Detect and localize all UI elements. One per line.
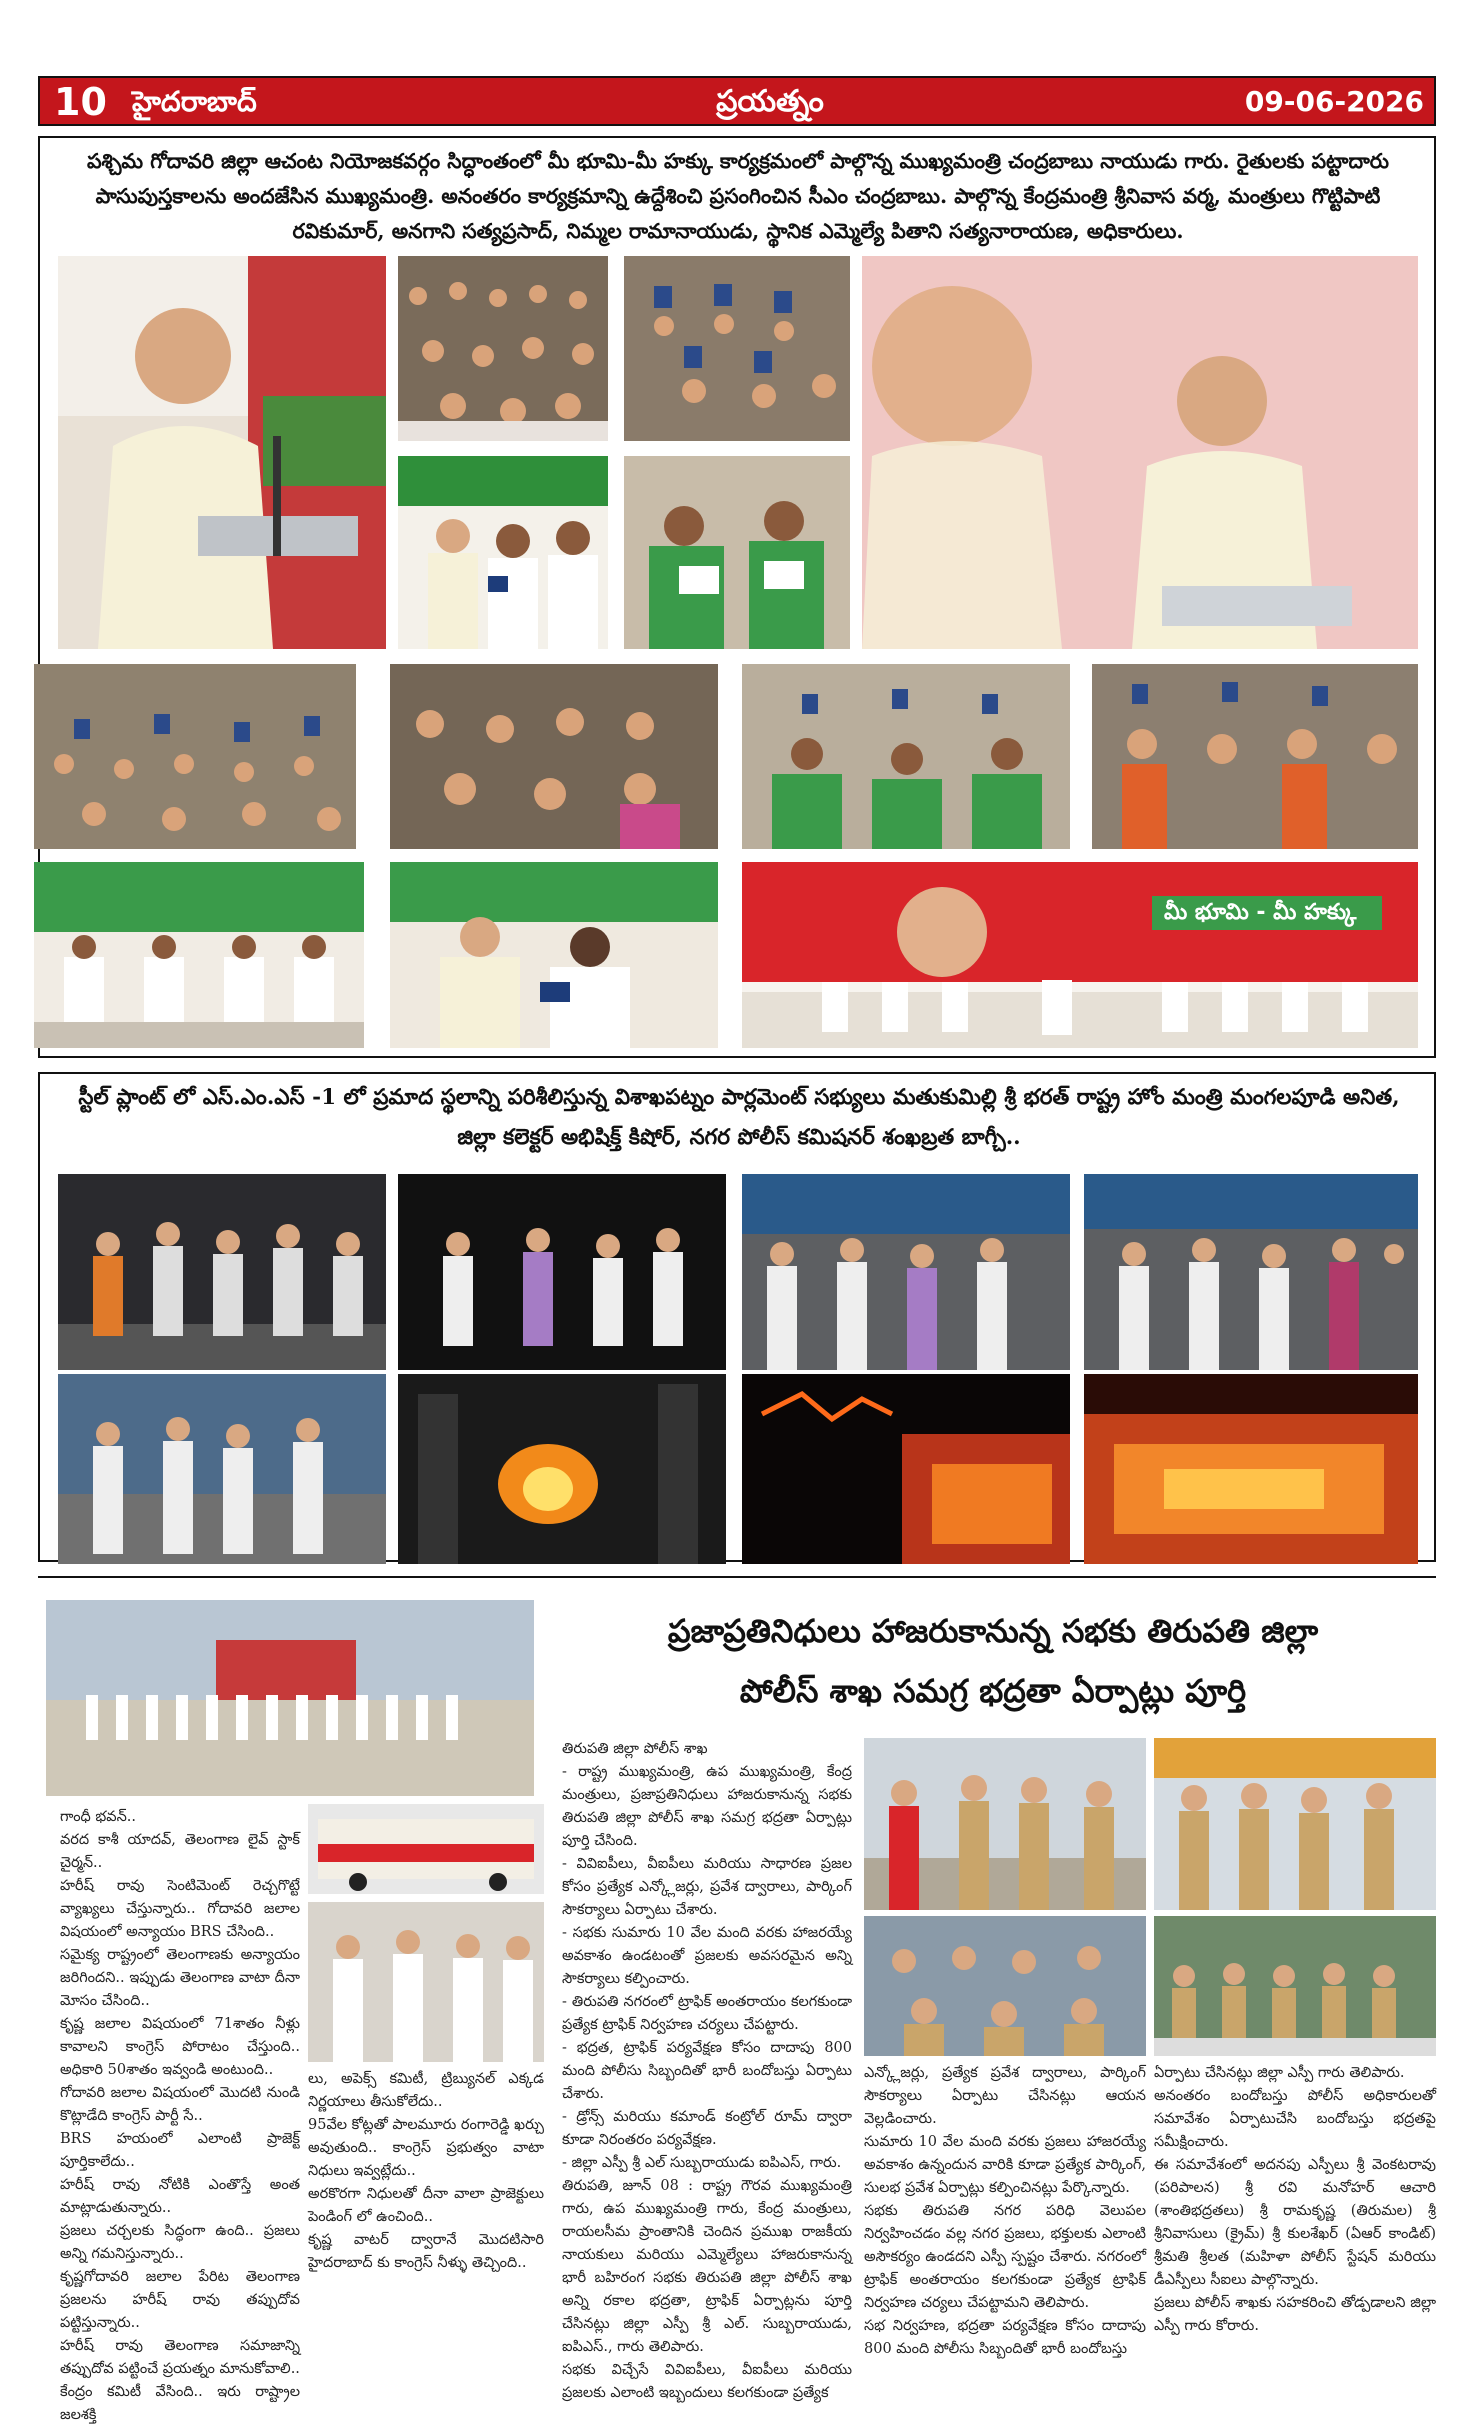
lc-p: గాంధీ భవన్.. [60,1809,136,1825]
photo-cm-speaking [58,256,386,649]
photo-inspection-night [398,1174,726,1370]
story2-panel [38,1072,1436,1562]
photo-fire-embers [1084,1374,1418,1564]
photo-cm-podium [862,256,1418,649]
c4-p: సభ నిర్వహణ, భద్రతా పర్యవేక్షణ కోసం దాదాపు 800 మంది పోలీసు సిబ్బందితో భారీ బందోబస్తు [864,2318,1146,2357]
mc-p: కృష్ణ వాటర్ ద్వారానే మొదటిసారి హైదరాబాద్ కు కాంగ్రెస్ నీళ్ళు తెచ్చింది.. [308,2232,544,2271]
c5-p: ఏర్పాటు చేసినట్లు జిల్లా ఎస్పీ గారు తెలిపారు. [1154,2065,1405,2081]
lc-p: గోదావరి జలాల విషయంలో మొదటి నుండి కొట్లాడేది కాంగ్రెస్ పార్టీ సే.. [60,2085,300,2124]
photo-crowd-1 [398,256,608,441]
story3-col4 [864,2062,1146,2361]
lc-p: హరీష్ రావు సెంటిమెంట్ రెచ్చగొట్టే వ్యాఖ్యలు చేస్తున్నారు.. గోదావరి జలాల విషయంలో అన్యాయం BRS చేసింది.. [60,1878,300,1940]
photo-stage-dignitaries [34,862,364,1048]
lc-p: వరద కాశీ యాదవ్, తెలంగాణ లైవ్ స్టాక్ చైర్మన్.. [60,1832,300,1871]
c3-p: - భద్రత, ట్రాఫిక్ పర్యవేక్షణ కోసం దాదాపు 800 మంది పోలీసు సిబ్బందితో భారీ బందోబస్తు ఏర్పాటు చేశారు. [562,2040,852,2102]
photo-fire-furnace [398,1374,726,1564]
story3-col3 [562,1738,852,2405]
photo-crowd-4 [390,664,718,849]
photo-inspection-4 [58,1374,386,1564]
mc-p: లు, అపెక్స్ కమిటీ, ట్రిబ్యునల్ ఎక్కడ నిర్ణయాలు తీసుకోలేదు.. [308,2071,544,2110]
photo-inspection-2 [742,1174,1070,1370]
story2-caption: స్టీల్ ప్లాంట్ లో ఎస్.ఎం.ఎస్ -1 లో ప్రమాద స్థలాన్ని పరిశీలిస్తున్న విశాఖపట్నం పార్లమెంట్ సభ్యులు మతుకుమిల్లి శ్రీ భరత్ రాష్ట్ర హోం మంత్రి మంగలపూడి అనిత, జిల్లా కలెక్టర్ అభిషిక్త్ కిషోర్, నగర పోలీస్ కమిషనర్ శంఖబ్రత బాగ్చీ.. [78,1085,1400,1150]
c4-p: సుమారు 10 వేల మంది వరకు ప్రజలు హాజరయ్యే అవకాశం ఉన్నందున వారికి కూడా ప్రత్యేక పార్కింగ్, సులభ ప్రవేశ ఏర్పాట్లు కల్పించినట్లు పేర్కొన్నారు. [864,2134,1146,2196]
photo-stage-wide [742,862,1418,1048]
c5-p: అనంతరం బందోబస్తు పోలీస్ అధికారులతో సమావేశం ఏర్పాటుచేసి బందోబస్తు భద్రతపై సమీక్షించారు. [1154,2088,1436,2150]
photo-handover-passbook [398,456,608,649]
mc-p: అరకొరగా నిధులతో దీనా వాలా ప్రాజెక్టులు పెండింగ్ లో ఉంచింది.. [308,2186,544,2225]
c3-p: తిరుపతి జిల్లా పోలీస్ శాఖ [562,1741,708,1757]
photo-police-4 [1154,1916,1436,2056]
section-name: హైదరాబాద్ [132,85,257,118]
photo-fire-night [742,1374,1070,1564]
c3-p: - రాష్ట్ర ముఖ్యమంత్రి, ఉప ముఖ్యమంత్రి, కేంద్ర మంత్రులు, ప్రజాప్రతినిధులు హాజరుకానున్న సభకు తిరుపతి జిల్లా పోలీస్ శాఖ సమగ్ర భద్రతా ఏర్పాట్లు పూర్తి చేసింది. [562,1764,852,1849]
lc-p: కృష్ణగోదావరి జలాల పేరిట తెలంగాణ ప్రజలను హరీష్ రావు తప్పుదోవ పట్టిస్తున్నారు.. [60,2269,300,2331]
lc-p: హరీష్ రావు నోటికి ఎంతొస్తే అంత మాట్లాడుతున్నారు.. [60,2177,300,2216]
story3-headline-line1: ప్రజాప్రతినిధులు హాజరుకానున్న సభకు తిరుపతి జిల్లా [667,1612,1319,1650]
lc-p: కృష్ణ జలాల విషయంలో 71శాతం నీళ్లు కావాలని కాంగ్రెస్ పోరాటం చేస్తుంది.. అధికారి 50శాతం ఇవ్వండి అంటుంది.. [60,2016,300,2078]
mc-p: 95వేల కోట్లతో పాలమూరు రంగారెడ్డి ఖర్చు అవుతుంది.. కాంగ్రెస్ ప్రభుత్వం వాటా నిధులు ఇవ్వట్లేదు.. [308,2117,544,2179]
lc-p: BRS హయంలో ఎలాంటి ప్రాజెక్ట్ పూర్తికాలేదు.. [60,2131,300,2170]
photo-police-3 [864,1916,1146,2056]
story3-col5 [1154,2062,1436,2338]
photo-inspection-1 [58,1174,386,1370]
photo-inspection-3 [1084,1174,1418,1370]
c3-p: - సభకు సుమారు 10 వేల మంది వరకు హాజరయ్యే అవకాశం ఉండటంతో ప్రజలకు అవసరమైన అన్ని సౌకర్యాలు కల్పించారు. [562,1925,852,1987]
story3-headline-line2: పోలీస్ శాఖ సమగ్ర భద్రతా ఏర్పాట్లు పూర్తి [739,1672,1247,1710]
lc-p: సమైక్య రాష్ట్రంలో తెలంగాణకు అన్యాయం జరిగిందని.. ఇప్పుడు తెలంగాణ వాటా దీనా మోసం చేసింది.. [60,1947,300,2009]
c3-p: సభకు విచ్చేసే వివిఐపీలు, వీఐపీలు మరియు ప్రజలకు ఎలాంటి ఇబ్బందులు కలగకుండా ప్రత్యేక [562,2362,852,2401]
lc-p: హరీష్ రావు తెలంగాణ సమాజాన్ని తప్పుదోవ పట్టించే ప్రయత్నం మానుకోవాలి.. [60,2338,300,2377]
c4-p: ఎన్క్లోజర్లు, ప్రత్యేక ప్రవేశ ద్వారాలు, పార్కింగ్ సౌకర్యాలు ఏర్పాటు చేసినట్లు ఆయన వెల్లడించారు. [864,2065,1146,2127]
story3-section [38,1576,1436,2423]
c5-p: ఈ సమావేశంలో అదనపు ఎస్పీలు శ్రీ వెంకటరావు (పరిపాలన) శ్రీ రవి మనోహర్ ఆచారి (శాంతిభద్రతలు) శ్రీ రామకృష్ణ (తిరుమల) శ్రీ శ్రీనివాసులు (క్రైమ్) శ్రీ కులశేఖర్ (ఏఆర్ కాండిట్) శ్రీమతి శ్రీలత (మహిళా పోలీస్ స్టేషన్ మరియు డీఎస్పీలు సీఐలు పాల్గొన్నారు. [1154,2157,1436,2288]
photo-police-2 [1154,1738,1436,1910]
c5-p: ప్రజలు పోలీస్ శాఖకు సహకరించి తోడ్పడాలని జిల్లా ఎస్పీ గారు కోరారు. [1154,2295,1436,2334]
c3-p: - వివిఐపీలు, వీఐపీలు మరియు సాధారణ ప్రజల కోసం ప్రత్యేక ఎన్క్లోజర్లు, ప్రవేశ ద్వారాలు, పార్కింగ్ సౌకర్యాలు ఏర్పాటు చేశారు. [562,1856,852,1918]
photo-cm-with-farmer [390,862,718,1048]
masthead: ప్రయత్నం [716,84,824,119]
c3-p: తిరుపతి, జూన్ 08 : రాష్ట్ర గౌరవ ముఖ్యమంత్రి గారు, ఉప ముఖ్యమంత్రి గారు, కేంద్ర మంత్రులు, రాయలసీమ ప్రాంతానికి చెందిన ప్రముఖ రాజకీయ నాయకులు మరియు ఎమ్మెల్యేలు హాజరుకానున్న భారీ బహిరంగ సభకు తిరుపతి జిల్లా పోలీస్ శాఖ అన్ని రకాల భద్రతా, ట్రాఫిక్ ఏర్పాట్లను పూర్తి చేసినట్లు జిల్లా ఎస్పీ శ్రీ ఎల్. సుబ్బరాయుడు, ఐపిఎస్., గారు తెలిపారు. [562,2178,852,2355]
c3-p: - డ్రోన్స్ మరియు కమాండ్ కంట్రోల్ రూమ్ ద్వారా కూడా నిరంతరం పర్యవేక్షణ. [562,2109,852,2148]
c4-p: సభకు తిరుపతి నగర పరిధి వెలుపల నిర్వహించడం వల్ల నగర ప్రజలు, భక్తులకు ఎలాంటి అసౌకర్యం ఉండదని ఎస్పీ స్పష్టం చేశారు. నగరంలో ట్రాఫిక్ అంతరాయం కలగకుండా ప్రత్యేక ట్రాఫిక్ నిర్వహణ చర్యలు చేపట్టామని తెలిపారు. [864,2203,1146,2311]
photo-officials-group [46,1600,534,1796]
photo-police-1 [864,1738,1146,1910]
issue-date: 09-06-2026 [1244,85,1424,118]
page-number: 10 [54,80,107,124]
photo-farmers-passbooks [624,456,850,649]
c3-p: - జిల్లా ఎస్పీ శ్రీ ఎల్ సుబ్బరాయుడు ఐపిఎస్, గారు. [562,2155,842,2171]
story3-mid-col [308,2068,544,2275]
story3-left-col [60,1806,300,2427]
story1-caption: పశ్చిమ గోదావరి జిల్లా ఆచంట నియోజకవర్గం సిద్ధాంతంలో మీ భూమి-మీ హక్కు కార్యక్రమంలో పాల్గొన్న ముఖ్యమంత్రి చంద్రబాబు నాయుడు గారు. రైతులకు పట్టాదారు పాసుపుస్తకాలను అందజేసిన ముఖ్యమంత్రి. అనంతరం కార్యక్రమాన్ని ఉద్దేశించి ప్రసంగించిన సీఎం చంద్రబాబు. పాల్గొన్న కేంద్రమంత్రి శ్రీనివాస వర్మ, మంత్రులు గొట్టిపాటి రవికుమార్, అనగాని సత్యప్రసాద్, నిమ్మల రామానాయుడు, స్థానిక ఎమ్మెల్యే పితాని సత్యనారాయణ, అధికారులు. [86,149,1390,243]
photo-crowd-2 [624,256,850,441]
photo-bus [308,1804,544,1894]
photo-crowd-women [1092,664,1418,849]
photo-farmers-holding-passbooks [742,664,1070,849]
lc-p: ప్రజలు చర్చలకు సిద్ధంగా ఉంది.. ప్రజలు అన్ని గమనిస్తున్నారు.. [60,2223,300,2262]
story1-panel [38,136,1436,1058]
photo-crowd-3 [34,664,356,849]
c3-p: - తిరుపతి నగరంలో ట్రాఫిక్ అంతరాయం కలగకుండా ప్రత్యేక ట్రాఫిక్ నిర్వహణ చర్యలు చేపట్టారు. [562,1994,852,2033]
photo-meeting [308,1902,544,2062]
lc-p: కేంద్రం కమిటీ వేసింది.. ఇరు రాష్ట్రాల జలశక్తి [60,2384,300,2423]
banner-text: మీ భూమి - మీ హక్కు [1164,900,1357,925]
page-header [38,76,1436,126]
